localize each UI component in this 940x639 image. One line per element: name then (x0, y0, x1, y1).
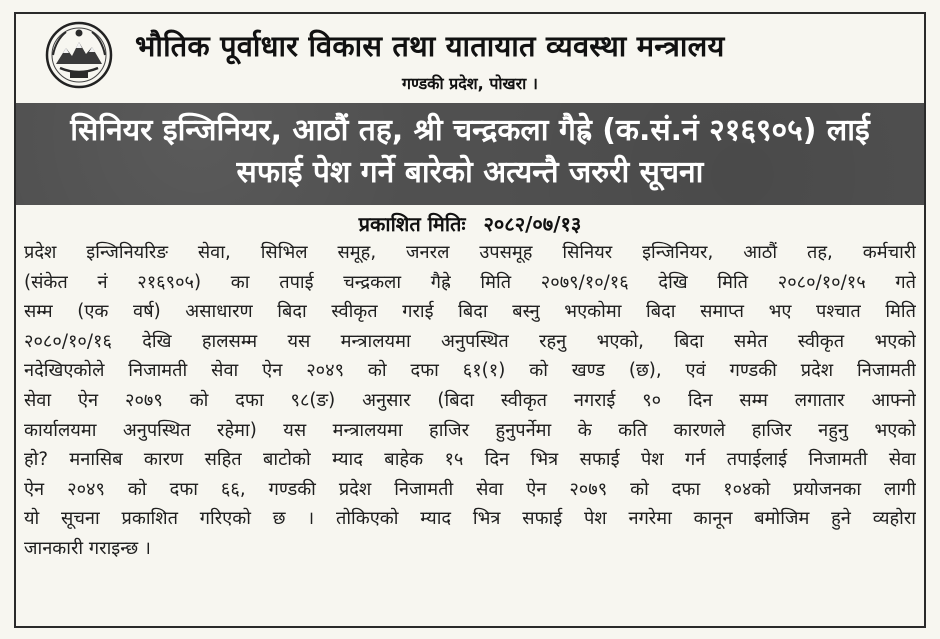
body-line: २०८०/१०/१६ देखि हालसम्म यस मन्त्रालयमा अनुपस्थित रहनु भएको, बिदा समेत स्वीकृत भएको (24, 330, 916, 352)
published-label: प्रकाशित मितिः (358, 212, 466, 236)
notice-body (24, 238, 916, 564)
body-line: जानकारी गराइन्छ । (24, 537, 151, 559)
body-line: हो? मनासिब कारण सहित बाटोको म्याद बाहेक १५ दिन भित्र सफाई पेश गर्न तपाईलाई निजामती सेवा (24, 449, 916, 471)
body-line: यो सूचना प्रकाशित गरिएको छ । तोकिएको म्याद भित्र सफाई पेश नगरेमा कानून बमोजिम हुने व्यहोरा (24, 508, 916, 530)
body-line: कार्यालयमा अनुपस्थित रहेमा) यस मन्त्रालयमा हाजिर हुनुपर्नेमा के कति कारणले हाजिर नहुनु भएको (24, 419, 916, 441)
notice-title-line-1: सिनियर इन्जिनियर, आठौं तह, श्री चन्द्रकला गैह्रे (क.सं.नं २१६९०५) लाई (70, 113, 870, 148)
province-location: गण्डकी प्रदेश, पोखरा । (402, 74, 538, 93)
published-date: २०८२/०७/१३ (483, 212, 582, 236)
body-line: नदेखिएकोले निजामती सेवा ऐन २०४९ को दफा ६१(१) को खण्ड (छ), एवं गण्डकी प्रदेश निजामती (24, 360, 916, 382)
notice-title-line-2: सफाई पेश गर्ने बारेको अत्यन्तै जरुरी सूचना (236, 155, 704, 190)
body-line: ऐन २०४९ को दफा ६६, गण्डकी प्रदेश निजामती सेवा ऐन २०७९ को दफा १०४को प्रयोजनका लागी (24, 478, 916, 500)
notice-title-banner (16, 103, 924, 205)
ministry-title: भौतिक पूर्वाधार विकास तथा यातायात व्यवस्था मन्त्रालय (135, 29, 725, 63)
body-line: सम्म (एक वर्ष) असाधारण बिदा स्वीकृत गराई बिदा बस्नु भएकोमा बिदा समाप्त भए पश्चात मिति (24, 301, 916, 323)
body-line: सेवा ऐन २०७९ को दफा ९८(ङ) अनुसार (बिदा स्वीकृत नगराई ९० दिन सम्म लगातार आफ्नो (24, 389, 916, 411)
notice-header (20, 14, 920, 100)
body-line: प्रदेश इन्जिनियरिङ सेवा, सिभिल समूह, जनरल उपसमूह सिनियर इन्जिनियर, आठौं तह, कर्मचारी (24, 242, 916, 263)
published-date-row (0, 210, 940, 237)
body-line: (संकेत नं २१६९०५) का तपाई चन्द्रकला गैह्रे मिति २०७९/१०/१६ देखि मिति २०८०/१०/१५ गते (24, 271, 916, 293)
